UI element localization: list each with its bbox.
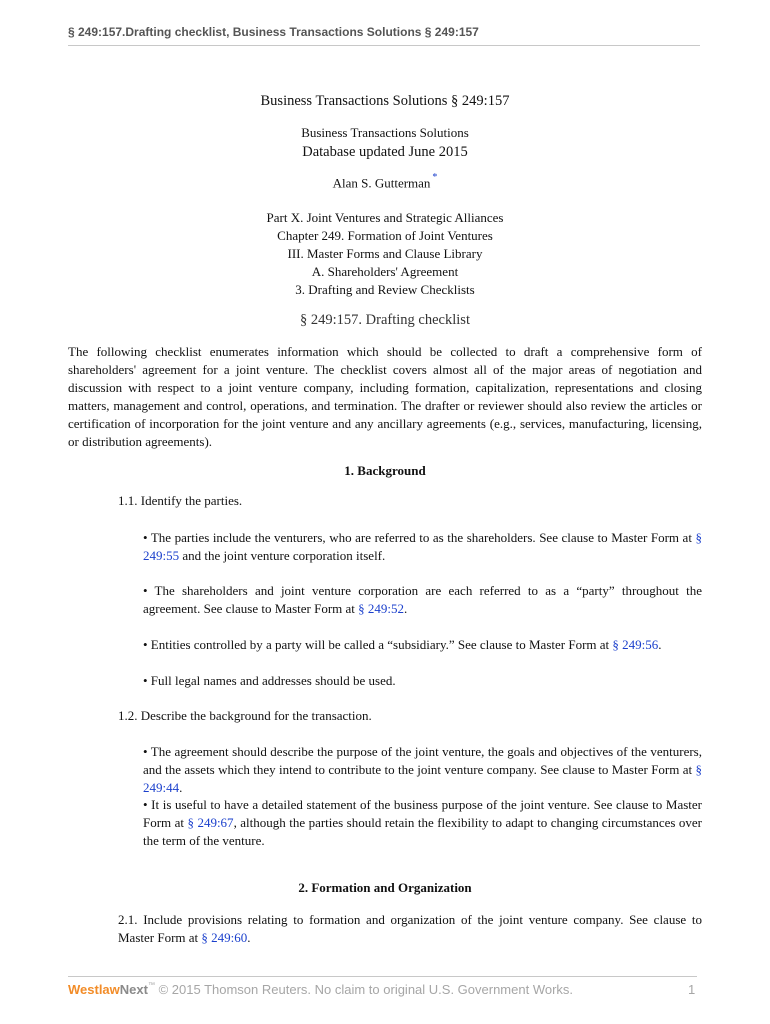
subsection-2-1: [118, 911, 702, 947]
link-249-55[interactable]: § 249:55: [143, 530, 702, 563]
toc-division: III. Master Forms and Clause Library: [287, 246, 483, 261]
westlaw-next-logo[interactable]: [68, 982, 155, 997]
subsection-text: 2.1. Include provisions relating to formation and organization of the joint venture company. See clause to Master Form at: [118, 912, 702, 945]
toc-subsection: 3. Drafting and Review Checklists: [295, 282, 475, 297]
bullet-text: • The agreement should describe the purpose of the joint venture, the goals and objectives of the venturers, and the assets which they intend to contribute to the joint venture company. See clause to Master Form at: [143, 744, 702, 777]
page-number: 1: [688, 982, 696, 997]
toc-subdivision: A. Shareholders' Agreement: [311, 264, 459, 279]
header-divider: [68, 45, 700, 46]
author-footnote-link[interactable]: *: [432, 172, 438, 183]
bullet-text: , although the parties should retain the flexibility to adapt to changing circumstances over the term of the venture.: [143, 815, 702, 848]
link-249-52[interactable]: § 249:52: [358, 601, 405, 616]
section-title: § 249:157. Drafting checklist: [300, 312, 470, 328]
subsection-1-2: 1.2. Describe the background for the transaction.: [118, 708, 372, 723]
subsection-1-1: 1.1. Identify the parties.: [118, 493, 243, 508]
bullet-text: • The parties include the venturers, who are referred to as the shareholders. See clause to Master Form at: [143, 530, 696, 545]
author-line: [68, 174, 702, 191]
page-footer: [68, 982, 573, 997]
bullet-text: .: [658, 637, 662, 652]
heading-formation: 2. Formation and Organization: [298, 880, 472, 895]
table-of-contents-path: [68, 209, 702, 299]
bullet-subsidiary: [143, 636, 702, 654]
document-title: Business Transactions Solutions § 249:157: [260, 93, 510, 109]
bullet-text: .: [179, 780, 183, 795]
intro-paragraph: The following checklist enumerates information which should be collected to draft a comprehensive form of shareholders' agreement for a joint venture. The checklist covers almost all of the major areas of negotiation and discussion with respect to a joint venture company, including formation, capitalization, representations and closing matters, management and control, operations, and termination. The drafter or reviewer should also review the articles or certification of incorporation for the joint venture and any ancillary agreements (e.g., services, manufacturing, licensing, or distribution agreements).: [68, 344, 702, 449]
bullet-business-purpose: [143, 796, 702, 850]
subsection-text: .: [247, 930, 251, 945]
copyright-notice: © 2015 Thomson Reuters. No claim to original U.S. Government Works.: [158, 982, 574, 997]
toc-part: Part X. Joint Ventures and Strategic Alliances: [266, 210, 504, 225]
running-header: § 249:157.Drafting checklist, Business Transactions Solutions § 249:157: [68, 25, 479, 39]
link-249-56[interactable]: § 249:56: [612, 637, 659, 652]
bullet-text: • The shareholders and joint venture corporation are each referred to as a “party” throughout the agreement. See clause to Master Form at: [143, 583, 702, 616]
bullet-text: • It is useful to have a detailed statement of the business purpose of the joint venture. See clause to Master Form at: [143, 797, 702, 830]
database-updated: Database updated June 2015: [302, 144, 468, 160]
bullet-parties: [143, 529, 702, 565]
heading-background: 1. Background: [344, 463, 426, 478]
bullet-purpose: [143, 743, 702, 797]
logo-next-text: Next: [119, 982, 148, 997]
footer-divider: [68, 976, 697, 977]
bullet-party-definition: [143, 582, 702, 618]
link-249-60[interactable]: § 249:60: [201, 930, 248, 945]
link-249-44[interactable]: § 249:44: [143, 762, 702, 795]
bullet-legal-names: • Full legal names and addresses should be used.: [143, 673, 396, 688]
bullet-text: • Entities controlled by a party will be called a “subsidiary.” See clause to Master Form at: [143, 637, 613, 652]
publication-name: Business Transactions Solutions: [301, 125, 469, 140]
trademark-mark: ™: [147, 982, 155, 989]
logo-westlaw-text: Westlaw: [68, 982, 120, 997]
bullet-text: .: [404, 601, 408, 616]
toc-chapter: Chapter 249. Formation of Joint Ventures: [277, 228, 493, 243]
link-249-67[interactable]: § 249:67: [187, 815, 234, 830]
bullet-text: and the joint venture corporation itself.: [179, 548, 386, 563]
author-name: Alan S. Gutterman: [332, 175, 431, 191]
